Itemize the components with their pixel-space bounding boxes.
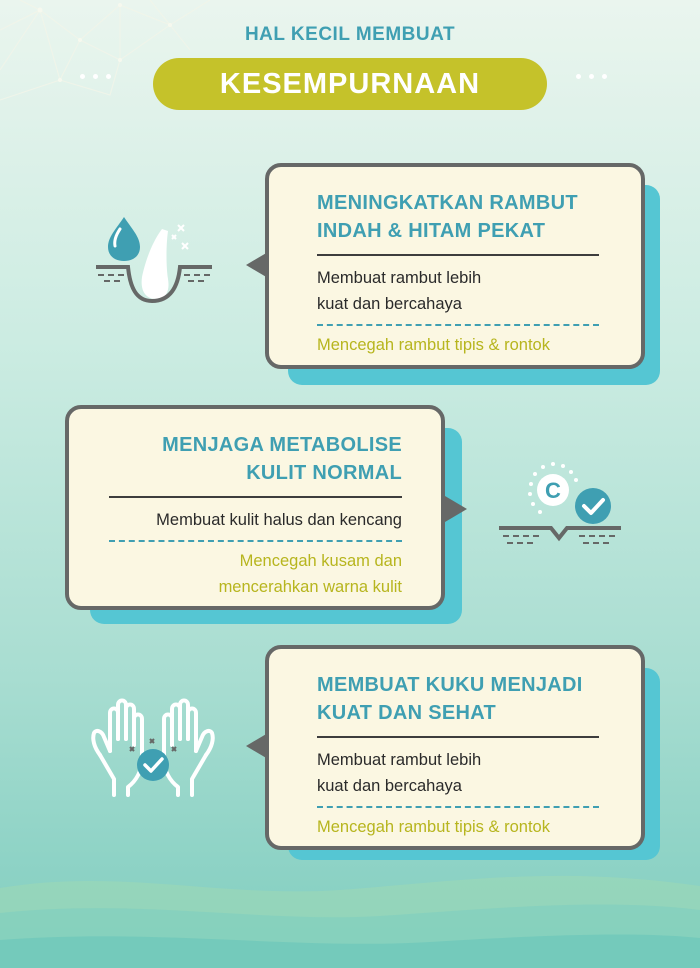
card-3-benefit: Membuat rambut lebih kuat dan bercahaya xyxy=(317,751,482,795)
hair-follicle-icon xyxy=(90,215,220,315)
card-3-title: MEMBUAT KUKU MENJADI KUAT DAN SEHAT xyxy=(317,674,583,724)
card-1-title: MENINGKATKAN RAMBUT INDAH & HITAM PEKAT xyxy=(317,192,578,242)
card-3-prevention: Mencegah rambut tipis & rontok xyxy=(317,818,550,836)
card-3-dashed-divider xyxy=(317,806,599,808)
card-1-benefit: Membuat rambut lebih kuat dan bercahaya xyxy=(317,269,482,313)
card-2-dashed-divider xyxy=(109,540,402,542)
hands-check-icon xyxy=(88,695,218,800)
vitamin-c-skin-icon xyxy=(495,458,625,558)
card-3-title-divider xyxy=(317,736,599,738)
dots-decoration-left xyxy=(80,74,111,79)
card-3 xyxy=(265,645,645,850)
card-1-dashed-divider xyxy=(317,324,599,326)
dots-decoration-right xyxy=(576,74,607,79)
card-2-prevention: Mencegah kusam dan mencerahkan warna kulit xyxy=(218,552,402,596)
card-1 xyxy=(265,163,645,369)
card-2 xyxy=(65,405,445,610)
card-2-title: MENJAGA METABOLISE KULIT NORMAL xyxy=(162,434,402,484)
card-1-title-divider xyxy=(317,254,599,256)
card-2-title-divider xyxy=(109,496,402,498)
svg-text:C: C xyxy=(545,478,561,503)
card-1-prevention: Mencegah rambut tipis & rontok xyxy=(317,336,550,354)
header-subtitle: HAL KECIL MEMBUAT xyxy=(244,24,456,45)
card-2-benefit: Membuat kulit halus dan kencang xyxy=(156,511,402,529)
bottom-wave-decoration xyxy=(0,858,700,968)
header-banner: KESEMPURNAAN xyxy=(153,58,547,110)
card-2-pointer xyxy=(445,496,467,522)
